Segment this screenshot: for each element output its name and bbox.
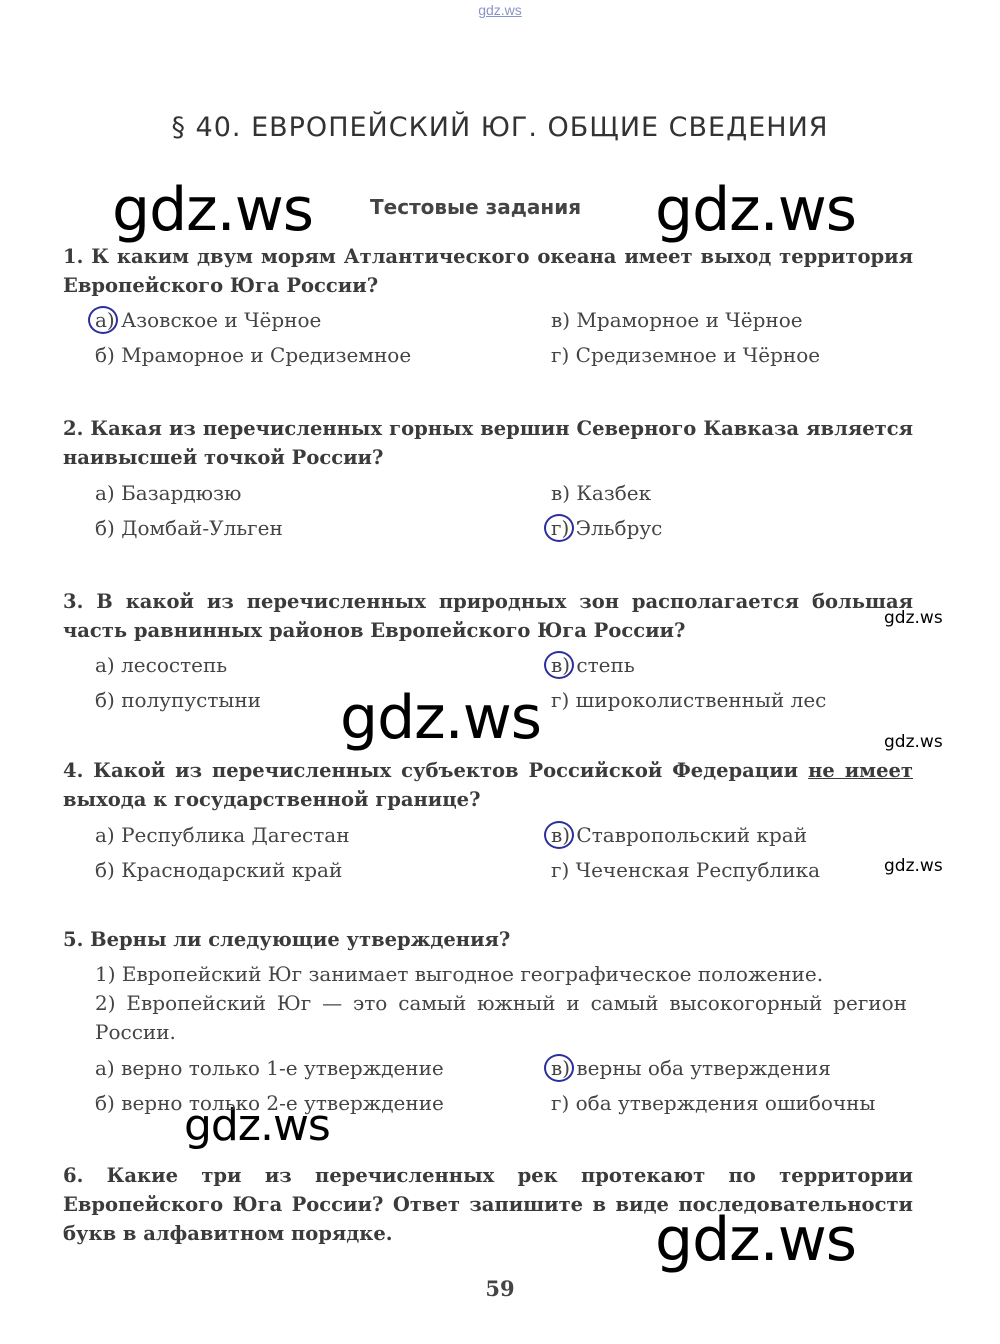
answer-option[interactable]: б) верно только 2-е утверждение xyxy=(95,1091,444,1115)
watermark-big: gdz.ws xyxy=(340,683,542,753)
question-1: 1. К каким двум морям Атлантического океана имеет выход территория Европейского Юга России? xyxy=(63,245,913,297)
page-title: § 40. ЕВРОПЕЙСКИЙ ЮГ. ОБЩИЕ СВЕДЕНИЯ xyxy=(171,112,829,143)
section-subtitle: Тестовые задания xyxy=(370,195,582,219)
answer-option[interactable]: а) лесостепь xyxy=(95,653,228,677)
watermark-big: gdz.ws xyxy=(655,175,857,245)
page-number: 59 xyxy=(485,1276,515,1301)
answer-option[interactable]: а) верно только 1-е утверждение xyxy=(95,1056,444,1080)
answer-option[interactable]: а) Республика Дагестан xyxy=(95,823,350,847)
answer-option[interactable]: в) Казбек xyxy=(551,481,652,505)
watermark-small: gdz.ws xyxy=(884,608,943,628)
answer-option[interactable]: б) Мраморное и Средиземное xyxy=(95,343,412,367)
answer-circle-mark xyxy=(544,821,574,849)
answer-option[interactable]: г) Чеченская Республика xyxy=(551,858,821,882)
answer-option[interactable]: в) Мраморное и Чёрное xyxy=(551,308,803,332)
question-6: 6. Какие три из перечисленных рек протекают по территории Европейского Юга России? Ответ запишите в виде последовательности букв в алфавитном порядке. xyxy=(63,1164,913,1245)
statement-1: 1) Европейский Юг занимает выгодное географическое положение. xyxy=(95,962,824,986)
answer-option[interactable]: в) верны оба утверждения xyxy=(551,1053,831,1083)
answer-circle-mark xyxy=(544,514,574,542)
answer-circle-mark xyxy=(544,1054,574,1082)
watermark-big: gdz.ws xyxy=(655,1205,857,1275)
answer-option[interactable]: а) Азовское и Чёрное xyxy=(95,305,321,335)
answer-option[interactable]: б) Домбай-Ульген xyxy=(95,516,283,540)
question-4: 4. Какой из перечисленных субъектов Российской Федерации не имеет выхода к государственной границе? xyxy=(63,759,913,811)
answer-option[interactable]: б) Краснодарский край xyxy=(95,858,343,882)
answer-option[interactable]: б) полупустыни xyxy=(95,688,261,712)
answer-option[interactable]: в) Ставропольский край xyxy=(551,820,807,850)
watermark-big: gdz.ws xyxy=(184,1100,330,1151)
emphasis-underline: не имеет xyxy=(808,759,913,782)
answer-circle-mark xyxy=(544,651,574,679)
statement-2: 2) Европейский Юг — это самый южный и самый высокогорный регион России. xyxy=(95,991,907,1044)
answer-option[interactable]: г) широколиственный лес xyxy=(551,688,827,712)
answer-option[interactable]: в) степь xyxy=(551,650,635,680)
answer-option[interactable]: г) оба утверждения ошибочны xyxy=(551,1091,876,1115)
question-2: 2. Какая из перечисленных горных вершин Северного Кавказа является наивысшей точкой России? xyxy=(63,417,913,469)
watermark-big: gdz.ws xyxy=(112,175,314,245)
answer-option[interactable]: г) Эльбрус xyxy=(551,513,662,543)
answer-option[interactable]: г) Средиземное и Чёрное xyxy=(551,343,821,367)
watermark-small: gdz.ws xyxy=(884,732,943,752)
watermark-small: gdz.ws xyxy=(884,856,943,876)
watermark-top: gdz.ws xyxy=(478,2,522,18)
answer-circle-mark xyxy=(88,306,118,334)
question-3: 3. В какой из перечисленных природных зон располагается большая часть равнинных районов Европейского Юга России? xyxy=(63,590,913,642)
question-5: 5. Верны ли следующие утверждения? xyxy=(63,928,511,951)
answer-option[interactable]: а) Базардюзю xyxy=(95,481,242,505)
